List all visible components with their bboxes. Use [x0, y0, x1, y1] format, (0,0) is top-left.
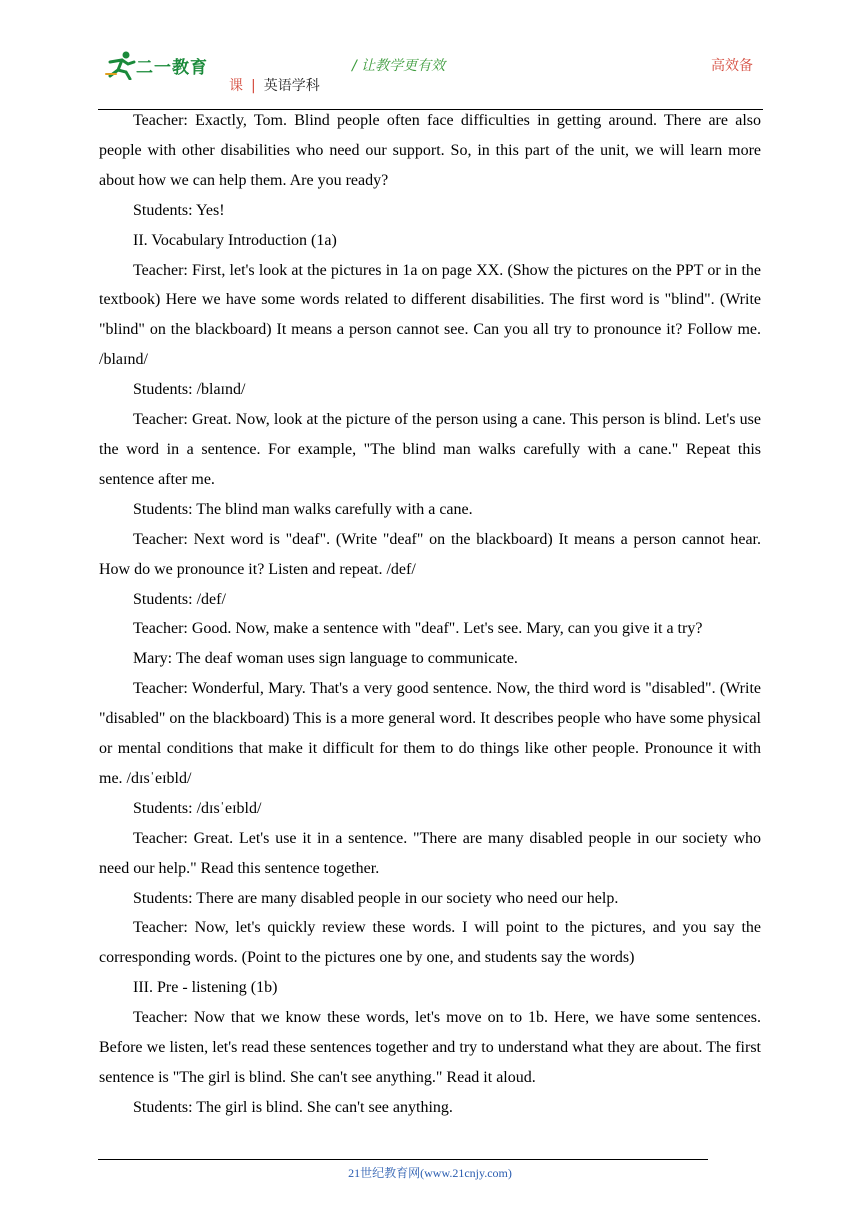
logo: [104, 50, 214, 80]
paragraph: Students: Yes!: [133, 201, 225, 219]
paragraph: Students: /blaɪnd/: [133, 381, 246, 399]
page-header: [0, 0, 860, 112]
paragraph: Teacher: First, let's look at the pictures in 1a on page XX. (Show the pictures on the PPT or in the textbook) Here we have some words related to different disabilities. The first word is "blind". (Write "blind" on the blackboard) It means a person cannot see. Can you all try to pronounce it? Follow me. /blaɪnd/: [99, 261, 761, 369]
paragraph: Students: There are many disabled people in our society who need our help.: [133, 889, 619, 907]
runner-logo-icon: [104, 50, 138, 80]
paragraph: Teacher: Great. Now, look at the picture of the person using a cane. This person is blind. Let's use the word in a sentence. For example, "The blind man walks carefully with a cane." Repeat this sentence after me.: [99, 411, 761, 488]
footer-rule: [98, 1159, 708, 1160]
header-divider: |: [251, 78, 256, 94]
paragraph: Teacher: Now that we know these words, let's move on to 1b. Here, we have some sentences. Before we listen, let's read these sentences together and try to understand what they are about. The first sentence is "The girl is blind. She can't see anything." Read it aloud.: [99, 1009, 761, 1086]
paragraph: Teacher: Next word is "deaf". (Write "deaf" on the blackboard) It means a person cannot hear. How do we pronounce it? Listen and repeat. /def/: [99, 530, 761, 578]
paragraph: Teacher: Great. Let's use it in a sentence. "There are many disabled people in our society who need our help." Read this sentence together.: [99, 829, 761, 877]
paragraph: Mary: The deaf woman uses sign language to communicate.: [133, 650, 518, 668]
header-subrow: [229, 75, 320, 95]
paragraph: Students: The girl is blind. She can't see anything.: [133, 1098, 453, 1116]
header-ke: 课: [229, 78, 243, 94]
document-body: [99, 106, 761, 1123]
section-heading: III. Pre - listening (1b): [133, 979, 278, 997]
paragraph: Students: /dɪsˈeɪbld/: [133, 799, 262, 817]
paragraph: Teacher: Exactly, Tom. Blind people often face difficulties in getting around. There are also people with other disabilities who need our support. So, in this part of the unit, we will learn more about how we can help them. Are you ready?: [99, 112, 761, 189]
section-heading: II. Vocabulary Introduction (1a): [133, 231, 337, 249]
paragraph: Students: The blind man walks carefully with a cane.: [133, 500, 473, 518]
header-slogan: / 让教学更有效: [352, 58, 446, 74]
page-footer: 21世纪教育网(www.21cnjy.com): [348, 1166, 512, 1180]
header-tag: 高效备: [711, 58, 753, 74]
logo-text: 二一教育: [136, 58, 208, 78]
header-subject: 英语学科: [263, 78, 320, 94]
paragraph: Teacher: Wonderful, Mary. That's a very good sentence. Now, the third word is "disabled". (Write "disabled" on the blackboard) This is a more general word. It describes people who have some physical or mental conditions that make it difficult for them to do things like other people. Pronounce it with me. /dɪsˈeɪbld/: [99, 680, 761, 787]
paragraph: Students: /def/: [133, 590, 226, 608]
paragraph: Teacher: Good. Now, make a sentence with "deaf". Let's see. Mary, can you give it a try?: [133, 620, 703, 638]
paragraph: Teacher: Now, let's quickly review these words. I will point to the pictures, and you say the corresponding words. (Point to the pictures one by one, and students say the words): [99, 919, 761, 967]
